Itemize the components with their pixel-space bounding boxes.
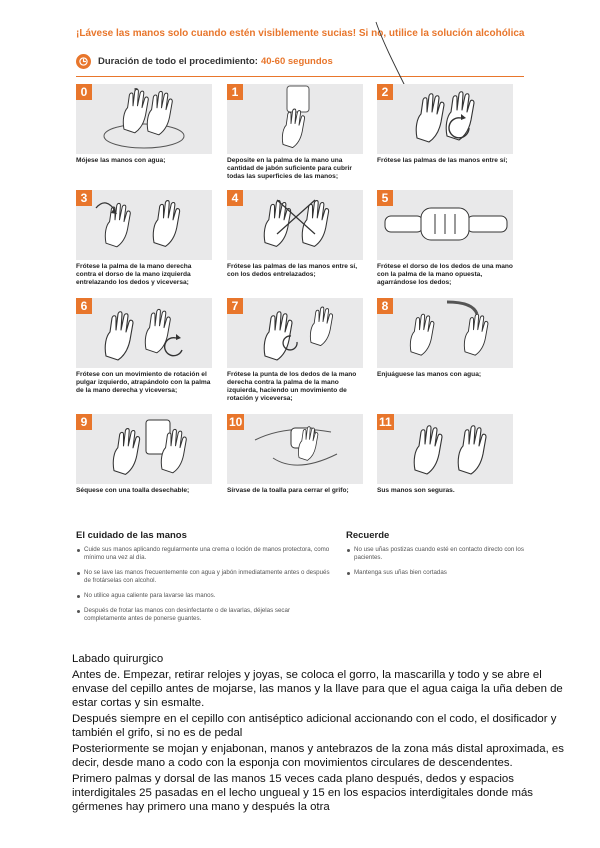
step-card-6 xyxy=(76,298,212,395)
notes-paragraph: Primero palmas y dorsal de las manos 15 veces cada plano después, dedos y espacios interdigitales 25 pasadas en el lecho ungueal y 15 en los espacios interdigitales donde más gérmenes hay primero una mano y después la otra xyxy=(72,773,533,813)
step-card-1 xyxy=(227,84,363,181)
duration-value: 40-60 segundos xyxy=(260,55,333,67)
soap-dispenser-icon xyxy=(227,84,363,154)
clock-icon xyxy=(76,54,91,69)
step-illustration xyxy=(377,84,513,154)
step-number: 5 xyxy=(377,190,393,206)
step-number: 9 xyxy=(76,414,92,430)
interlaced-fingers-icon xyxy=(227,190,363,260)
step-number: 2 xyxy=(377,84,393,100)
step-number: 3 xyxy=(76,190,92,206)
step-number: 4 xyxy=(227,190,243,206)
step-card-10 xyxy=(227,414,363,495)
interlocked-fingers-icon xyxy=(377,190,513,260)
notes-title: Labado quirurgico xyxy=(72,653,164,665)
step-card-9 xyxy=(76,414,212,495)
thumb-rotation-icon xyxy=(76,298,212,368)
hands-under-tap-icon xyxy=(76,84,212,154)
care-item: No utilice agua caliente para lavarse las manos. xyxy=(76,592,332,600)
step-caption: Frótese las palmas de las manos entre sí; xyxy=(377,157,508,164)
step-card-8 xyxy=(377,298,513,379)
step-illustration xyxy=(76,298,212,368)
step-caption: Sírvase de la toalla para cerrar el grifo; xyxy=(227,487,349,494)
step-number: 1 xyxy=(227,84,243,100)
care-item: Cuide sus manos aplicando regularmente una crema o loción de manos protectora, como mínimo una vez al día. xyxy=(76,546,332,562)
duration-row xyxy=(76,50,333,72)
care-item: Después de frotar las manos con desinfectante o de lavarlas, déjelas secar completamente antes de ponerse guantes. xyxy=(76,607,332,623)
step-card-11 xyxy=(377,414,513,495)
step-illustration xyxy=(227,84,363,154)
step-number: 6 xyxy=(76,298,92,314)
towel-dry-icon xyxy=(76,414,212,484)
step-caption: Frótese las palmas de las manos entre sí, con los dedos entrelazados; xyxy=(227,263,358,278)
headline: ¡Lávese las manos solo cuando estén visiblemente sucias! Si no, utilice la solución alcohólica xyxy=(76,28,525,39)
step-illustration xyxy=(76,414,212,484)
step-caption: Frótese la palma de la mano derecha contra el dorso de la mano izquierda entrelazando los dedos y viceversa; xyxy=(76,263,192,286)
header-divider xyxy=(76,76,524,77)
step-card-5 xyxy=(377,190,513,287)
step-illustration xyxy=(76,190,212,260)
remember-item: Mantenga sus uñas bien cortadas xyxy=(346,569,536,577)
step-number: 11 xyxy=(379,415,392,429)
step-caption: Frótese la punta de los dedos de la mano derecha contra la palma de la mano izquierda, haciendo un movimiento de rotación y viceversa; xyxy=(227,371,357,402)
care-title: El cuidado de las manos xyxy=(76,530,187,541)
care-list xyxy=(76,546,332,630)
step-illustration xyxy=(377,298,513,368)
step-caption: Frótese el dorso de los dedos de una mano con la palma de la mano opuesta, agarrándose los dedos; xyxy=(377,263,513,286)
step-illustration xyxy=(377,414,513,484)
step-number: 8 xyxy=(377,298,393,314)
step-caption: Mójese las manos con agua; xyxy=(76,157,166,164)
rub-palms-icon xyxy=(377,84,513,154)
remember-list xyxy=(346,546,536,584)
step-illustration xyxy=(227,190,363,260)
rinse-hands-icon xyxy=(377,298,513,368)
close-tap-with-towel-icon xyxy=(227,414,363,484)
step-caption: Séquese con una toalla desechable; xyxy=(76,487,190,494)
notes-paragraph: Posteriormente se mojan y enjabonan, manos y antebrazos de la zona más distal aproximada, es decir, desde mano a codo con la esponja con movimientos circulares de descendentes. xyxy=(72,743,564,769)
step-card-2 xyxy=(377,84,513,165)
fingertips-rotation-icon xyxy=(227,298,363,368)
remember-item: No use uñas postizas cuando esté en contacto directo con los pacientes. xyxy=(346,546,536,562)
step-caption: Frótese con un movimiento de rotación el pulgar izquierdo, atrapándolo con la palma de la mano derecha y viceversa; xyxy=(76,371,211,394)
notes-section xyxy=(72,652,564,816)
step-caption: Enjuáguese las manos con agua; xyxy=(377,371,482,378)
step-caption: Deposite en la palma de la mano una cantidad de jabón suficiente para cubrir todas las superficies de las manos; xyxy=(227,157,352,180)
step-card-4 xyxy=(227,190,363,279)
step-number: 10 xyxy=(229,415,243,429)
remember-title: Recuerde xyxy=(346,530,390,541)
clean-hands-icon xyxy=(377,414,513,484)
step-illustration xyxy=(76,84,212,154)
duration-label: Duración de todo el procedimiento: xyxy=(98,55,258,67)
notes-paragraph: Antes de. Empezar, retirar relojes y joyas, se coloca el gorro, la mascarilla y todo y se abre el envase del cepillo antes de mojarse, las manos y la llave para que el agua caiga la uña deben de estar cortas y sin esmalte. xyxy=(72,669,563,709)
step-card-3 xyxy=(76,190,212,287)
step-number: 7 xyxy=(227,298,243,314)
step-caption: Sus manos son seguras. xyxy=(377,487,455,494)
step-illustration xyxy=(377,190,513,260)
palm-over-dorsum-icon xyxy=(76,190,212,260)
step-card-7 xyxy=(227,298,363,403)
step-illustration xyxy=(227,414,363,484)
step-illustration xyxy=(227,298,363,368)
step-card-0 xyxy=(76,84,212,165)
step-number: 0 xyxy=(76,84,92,100)
notes-paragraph: Después siempre en el cepillo con antiséptico adicional accionando con el codo, el dosificador y también el grifo, si no es de pedal xyxy=(72,713,557,739)
care-item: No se lave las manos frecuentemente con agua y jabón inmediatamente antes o después de frotárselas con alcohol. xyxy=(76,569,332,585)
